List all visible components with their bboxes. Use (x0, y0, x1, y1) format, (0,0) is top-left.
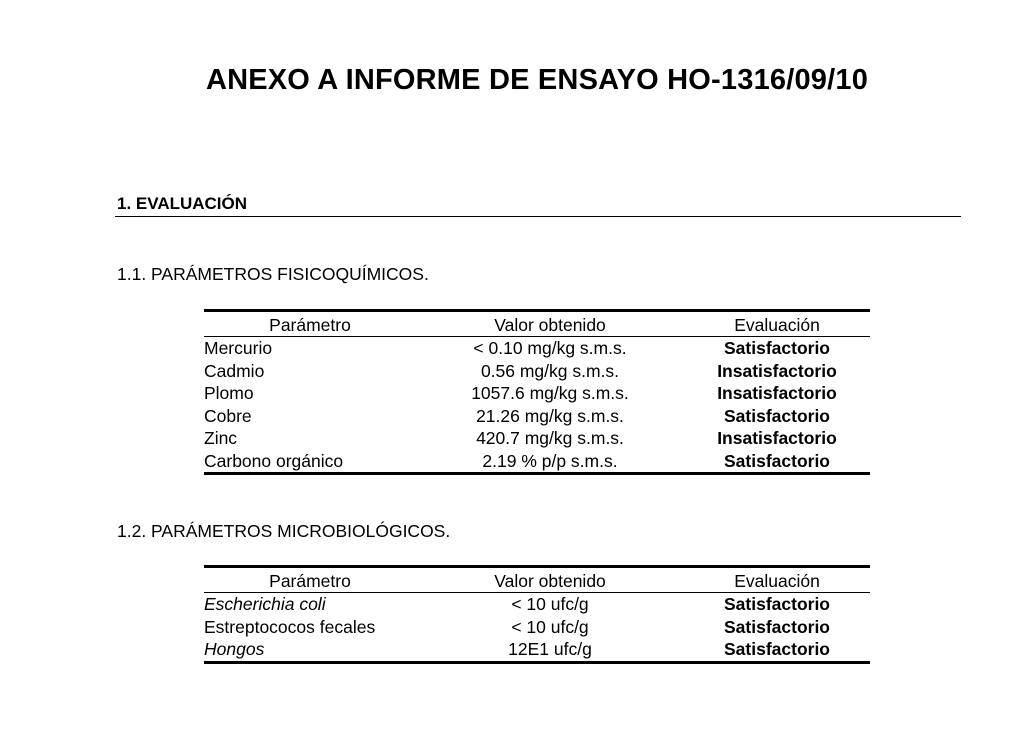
cell-evaluation: Insatisfactorio (717, 428, 837, 448)
table-header-row (204, 311, 870, 337)
cell-parameter: Mercurio (204, 338, 273, 358)
column-header-value: Valor obtenido (416, 567, 684, 593)
cell-value: < 10 ufc/g (511, 616, 589, 637)
microbiological-table (204, 565, 870, 664)
column-header-value: Valor obtenido (416, 311, 684, 337)
cell-parameter: Plomo (204, 383, 254, 403)
table-row (204, 427, 870, 450)
column-header-evaluation: Evaluación (684, 567, 870, 593)
cell-value: 12E1 ufc/g (508, 639, 592, 659)
cell-evaluation: Satisfactorio (724, 594, 830, 614)
cell-parameter: Carbono orgánico (204, 450, 344, 471)
cell-evaluation: Satisfactorio (724, 450, 830, 471)
subsection-heading-fisicoquimicos: 1.1. PARÁMETROS FISICOQUÍMICOS. (117, 264, 429, 284)
section-heading-evaluacion: 1. EVALUACIÓN (117, 194, 248, 213)
table-row (204, 382, 870, 405)
table-row (204, 616, 870, 639)
column-header-parameter: Parámetro (204, 311, 416, 337)
cell-parameter: Estreptococos fecales (204, 616, 376, 637)
cell-value: 420.7 mg/kg s.m.s. (476, 428, 624, 448)
cell-value: 21.26 mg/kg s.m.s. (476, 405, 624, 426)
cell-value: < 10 ufc/g (511, 594, 589, 614)
column-header-evaluation: Evaluación (684, 311, 870, 337)
cell-parameter: Cadmio (204, 360, 265, 381)
section-divider (115, 216, 961, 217)
cell-parameter: Escherichia coli (204, 594, 326, 614)
cell-value: 1057.6 mg/kg s.m.s. (471, 383, 629, 403)
cell-evaluation: Insatisfactorio (717, 383, 837, 403)
cell-value: < 0.10 mg/kg s.m.s. (473, 338, 627, 358)
document-title: ANEXO A INFORME DE ENSAYO HO-1316/09/10 (205, 64, 869, 96)
cell-evaluation: Satisfactorio (724, 338, 830, 358)
table-row (204, 337, 870, 360)
cell-evaluation: Satisfactorio (724, 616, 830, 637)
cell-evaluation: Insatisfactorio (717, 360, 837, 381)
physicochemical-table (204, 309, 870, 475)
cell-value: 2.19 % p/p s.m.s. (482, 450, 618, 471)
cell-evaluation: Satisfactorio (724, 405, 830, 426)
cell-parameter: Zinc (204, 428, 238, 448)
cell-parameter: Hongos (204, 639, 265, 659)
table-header-row (204, 567, 870, 593)
table-row (204, 593, 870, 616)
cell-parameter: Cobre (204, 405, 252, 426)
table-row (204, 360, 870, 383)
table-row (204, 638, 870, 662)
subsection-heading-microbiologicos: 1.2. PARÁMETROS MICROBIOLÓGICOS. (117, 521, 451, 541)
cell-value: 0.56 mg/kg s.m.s. (480, 360, 620, 381)
table-row (204, 405, 870, 428)
cell-evaluation: Satisfactorio (724, 639, 830, 659)
column-header-parameter: Parámetro (204, 567, 416, 593)
table-row (204, 450, 870, 474)
